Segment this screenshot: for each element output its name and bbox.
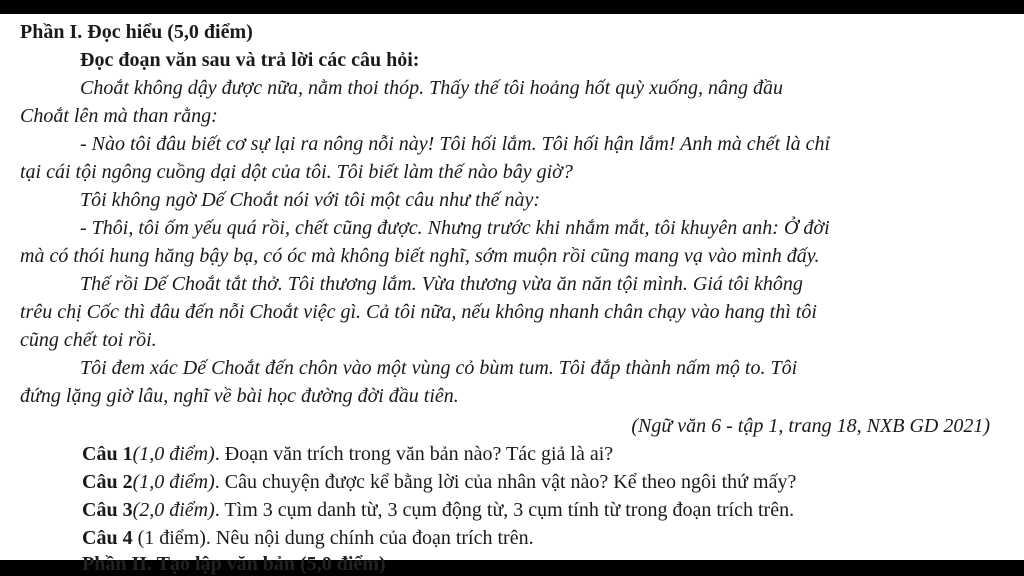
question-points: (1,0 điểm) — [132, 471, 215, 493]
passage-line: tại cái tội ngông cuồng dại dột của tôi. Tôi biết làm thế nào bây giờ? — [20, 161, 573, 183]
question-4 — [82, 526, 534, 550]
question-3 — [82, 498, 794, 522]
question-text: . Tìm 3 cụm danh từ, 3 cụm động từ, 3 cụm tính từ trong đoạn trích trên. — [214, 499, 795, 521]
passage-line: - Nào tôi đâu biết cơ sự lại ra nông nỗi này! Tôi hối lắm. Tôi hối hận lắm! Anh mà chết là chỉ — [80, 133, 831, 155]
passage-line: cũng chết toi rồi. — [20, 329, 157, 351]
question-label: Câu 4 — [82, 527, 133, 549]
next-section-heading-cutoff: Phần II. Tạo lập văn bản (5,0 điểm) — [82, 553, 386, 575]
passage-line: trêu chị Cốc thì đâu đến nỗi Choắt việc gì. Cả tôi nữa, nếu không nhanh chân chạy vào hang thì tôi — [20, 301, 817, 323]
passage-line: Choắt lên mà than rằng: — [20, 105, 218, 127]
document-page — [0, 14, 1024, 575]
question-points: (2,0 điểm) — [132, 499, 215, 521]
question-2 — [82, 470, 796, 494]
passage-line: Choắt không dậy được nữa, nằm thoi thóp. Thấy thế tôi hoảng hốt quỳ xuống, nâng đầu — [80, 77, 783, 99]
question-text: . Đoạn văn trích trong văn bản nào? Tác giả là ai? — [214, 443, 614, 465]
question-label: Câu 3 — [82, 499, 133, 521]
passage-line: - Thôi, tôi ốm yếu quá rồi, chết cũng được. Nhưng trước khi nhắm mắt, tôi khuyên anh: Ở đời — [80, 217, 830, 239]
question-1 — [82, 442, 613, 466]
passage-line: đứng lặng giờ lâu, nghĩ về bài học đường đời đầu tiên. — [20, 385, 459, 407]
source-citation: (Ngữ văn 6 - tập 1, trang 18, NXB GD 2021) — [631, 415, 990, 437]
section-heading: Phần I. Đọc hiểu (5,0 điểm) — [20, 21, 253, 43]
passage-line: Thế rồi Dế Choắt tắt thở. Tôi thương lắm. Vừa thương vừa ăn năn tội mình. Giá tôi không — [80, 273, 803, 295]
question-label: Câu 1 — [82, 443, 133, 465]
question-points: (1,0 điểm) — [132, 443, 215, 465]
question-label: Câu 2 — [82, 471, 133, 493]
passage-line: Tôi đem xác Dế Choắt đến chôn vào một vùng cỏ bùm tum. Tôi đắp thành nấm mộ to. Tôi — [80, 357, 798, 379]
instruction: Đọc đoạn văn sau và trả lời các câu hỏi: — [80, 49, 420, 71]
question-text: . Nêu nội dung chính của đoạn trích trên. — [205, 527, 534, 549]
question-text: . Câu chuyện được kể bằng lời của nhân vật nào? Kể theo ngôi thứ mấy? — [214, 471, 797, 493]
passage-line: Tôi không ngờ Dế Choắt nói với tôi một câu như thế này: — [80, 189, 540, 211]
question-points: (1 điểm) — [132, 527, 206, 549]
passage-line: mà có thói hung hăng bậy bạ, có óc mà không biết nghĩ, sớm muộn rồi cũng mang vạ vào mình đấy. — [20, 245, 820, 267]
